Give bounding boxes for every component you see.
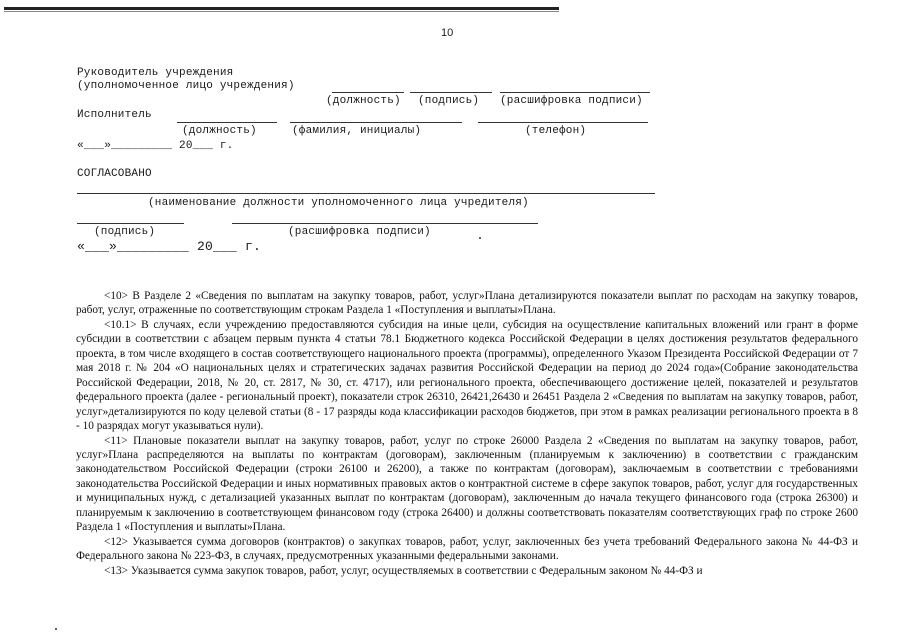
agreed-date-line: «___»_________ 20___ г. <box>77 239 262 254</box>
head-title: Руководитель учреждения <box>77 67 234 79</box>
scan-speck <box>55 628 57 630</box>
agreed-decoding-line <box>232 223 538 224</box>
caption-name: (фамилия, инициалы) <box>292 125 422 137</box>
executor-phone-line <box>478 122 648 123</box>
date-line: «___»_________ 20___ г. <box>77 140 234 152</box>
caption-executor-position: (должность) <box>182 125 257 137</box>
page-number: 10 <box>441 27 454 39</box>
decoding-line <box>500 92 650 93</box>
founder-line <box>77 193 655 194</box>
caption-phone: (телефон) <box>525 125 587 137</box>
scan-speck <box>479 237 481 239</box>
footnote-12: <12> Указывается сумма договоров (контрактов) о закупках товаров, работ, услуг, заключенных без учета требований Федерального закона № 44-ФЗ и Федерального закона № 223-ФЗ, в случаях, предусмотренных указанными федеральными законами. <box>76 535 858 563</box>
footnotes <box>76 289 858 578</box>
top-border <box>4 7 559 10</box>
top-border-thin <box>4 11 559 12</box>
executor-position-line <box>177 122 277 123</box>
executor-label: Исполнитель <box>77 109 152 121</box>
caption-agreed-decoding: (расшифровка подписи) <box>288 226 431 238</box>
footnote-11: <11> Плановые показатели выплат на закупку товаров, работ, услуг по строке 26000 Раздела 2 «Сведения по выплатам на закупку товаров, работ, услуг»Плана распределяются на выплаты по контрактам (договорам), заключенным (планируемым к заключению) в соответствии с гражданским законодательством Российской Федерации (строки 26100 и 26200), а также по контрактам (договорам), заключаемым в соответствии с требованиями законодательства Российской Федерации и иных нормативных правовых актов о контрактной системе в сфере закупок товаров, работ, услуг для государственных и муниципальных нужд, с детализацией указанных выплат по контрактам (договорам), заключенным до начала текущего финансового года (строка 26300) и планируемым к заключению в соответствующем финансовом году (строка 26400) и должны соответствовать показателям соответствующих граф по строке 2600 Раздела 1 «Поступления и выплаты»Плана. <box>76 434 858 534</box>
executor-name-line <box>290 122 462 123</box>
caption-decoding: (расшифровка подписи) <box>500 95 643 107</box>
caption-signature: (подпись) <box>418 95 480 107</box>
head-subtitle: (уполномоченное лицо учреждения) <box>77 80 295 92</box>
caption-agreed-signature: (подпись) <box>94 226 156 238</box>
agreed-signature-line <box>77 223 184 224</box>
caption-founder: (наименование должности уполномоченного лица учредителя) <box>148 197 529 209</box>
footnote-10-1: <10.1> В случаях, если учреждению предоставляются субсидия на иные цели, субсидия на осуществление капитальных вложений или грант в форме субсидии в соответствии с абзацем первым пункта 4 статьи 78.1 Бюджетного кодекса Российской Федерации в целях достижения результатов федерального проекта, в том числе входящего в состав соответствующего национального проекта (программы), определенного Указом Президента Российской Федерации от 7 мая 2018 г. № 204 «О национальных целях и стратегических задачах развития Российской Федерации на период до 2024 года»(Собрание законодательства Российской Федерации, 2018, № 20, ст. 2817, № 30, ст. 4717), или регионального проекта, обеспечивающего достижение целей, показателей и результатов федерального проекта (далее - региональный проект), показатели строк 26310, 26421,26430 и 26451 Раздела 2 «Сведения по выплатам на закупку товаров, работ, услуг»детализируются по коду целевой статьи (8 - 17 разряды кода классификации расходов бюджетов, при этом в рамках реализации регионального проекта в 8 - 10 разрядах могут указываться нули). <box>76 318 858 433</box>
footnote-13: <13> Указывается сумма закупок товаров, работ, услуг, осуществляемых в соответствии с Федеральным законом № 44-ФЗ и <box>104 564 703 577</box>
footnote-10: <10> В Разделе 2 «Сведения по выплатам на закупку товаров, работ, услуг»Плана детализируются показатели выплат по расходам на закупку товаров, работ, услуг, отраженные по соответствующим строкам Раздела 1 «Поступления и выплаты»Плана. <box>76 290 858 317</box>
signature-line <box>410 92 492 93</box>
agreed-title: СОГЛАСОВАНО <box>77 168 152 180</box>
position-line <box>332 92 404 93</box>
caption-position: (должность) <box>326 95 401 107</box>
